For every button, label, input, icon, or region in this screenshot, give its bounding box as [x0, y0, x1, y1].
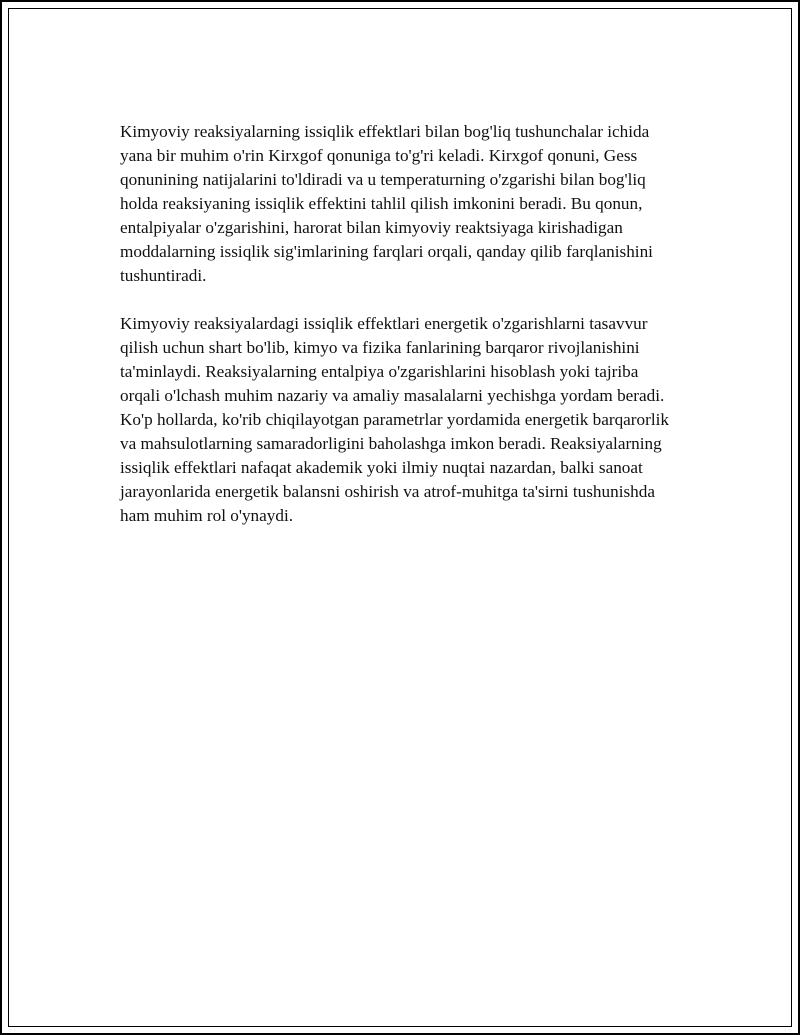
paragraph-2: Kimyoviy reaksiyalardagi issiqlik effektlari energetik o'zgarishlarni tasavvur qilish uchun shart bo'lib, kimyo va fizika fanlarining barqaror rivojlanishini ta'minlaydi. Reaksiyalarning entalpiya o'zgarishlarini hisoblash yoki tajriba orqali o'lchash muhim nazariy va amaliy masalalarni yechishga yordam beradi. Ko'p hollarda, ko'rib chiqilayotgan parametrlar yordamida energetik barqarorlik va mahsulotlarning samaradorligini baholashga imkon beradi. Reaksiyalarning issiqlik effektlari nafaqat akademik yoki ilmiy nuqtai nazardan, balki sanoat jarayonlarida energetik balansni oshirish va atrof-muhitga ta'sirni tushunishda ham muhim rol o'ynaydi. [120, 314, 669, 525]
paragraph-1: Kimyoviy reaksiyalarning issiqlik effektlari bilan bog'liq tushunchalar ichida yana bir muhim o'rin Kirxgof qonuniga to'g'ri keladi. Kirxgof qonuni, Gess qonunining natijalarini to'ldiradi va u temperaturning o'zgarishi bilan bog'liq holda reaksiyaning issiqlik effektini tahlil qilish imkonini beradi. Bu qonun, entalpiyalar o'zgarishini, harorat bilan kimyoviy reaktsiyaga kirishadigan moddalarning issiqlik sig'imlarining farqlari orqali, qanday qilib farqlanishini tushuntiradi. [120, 122, 653, 285]
document-body [120, 120, 680, 528]
